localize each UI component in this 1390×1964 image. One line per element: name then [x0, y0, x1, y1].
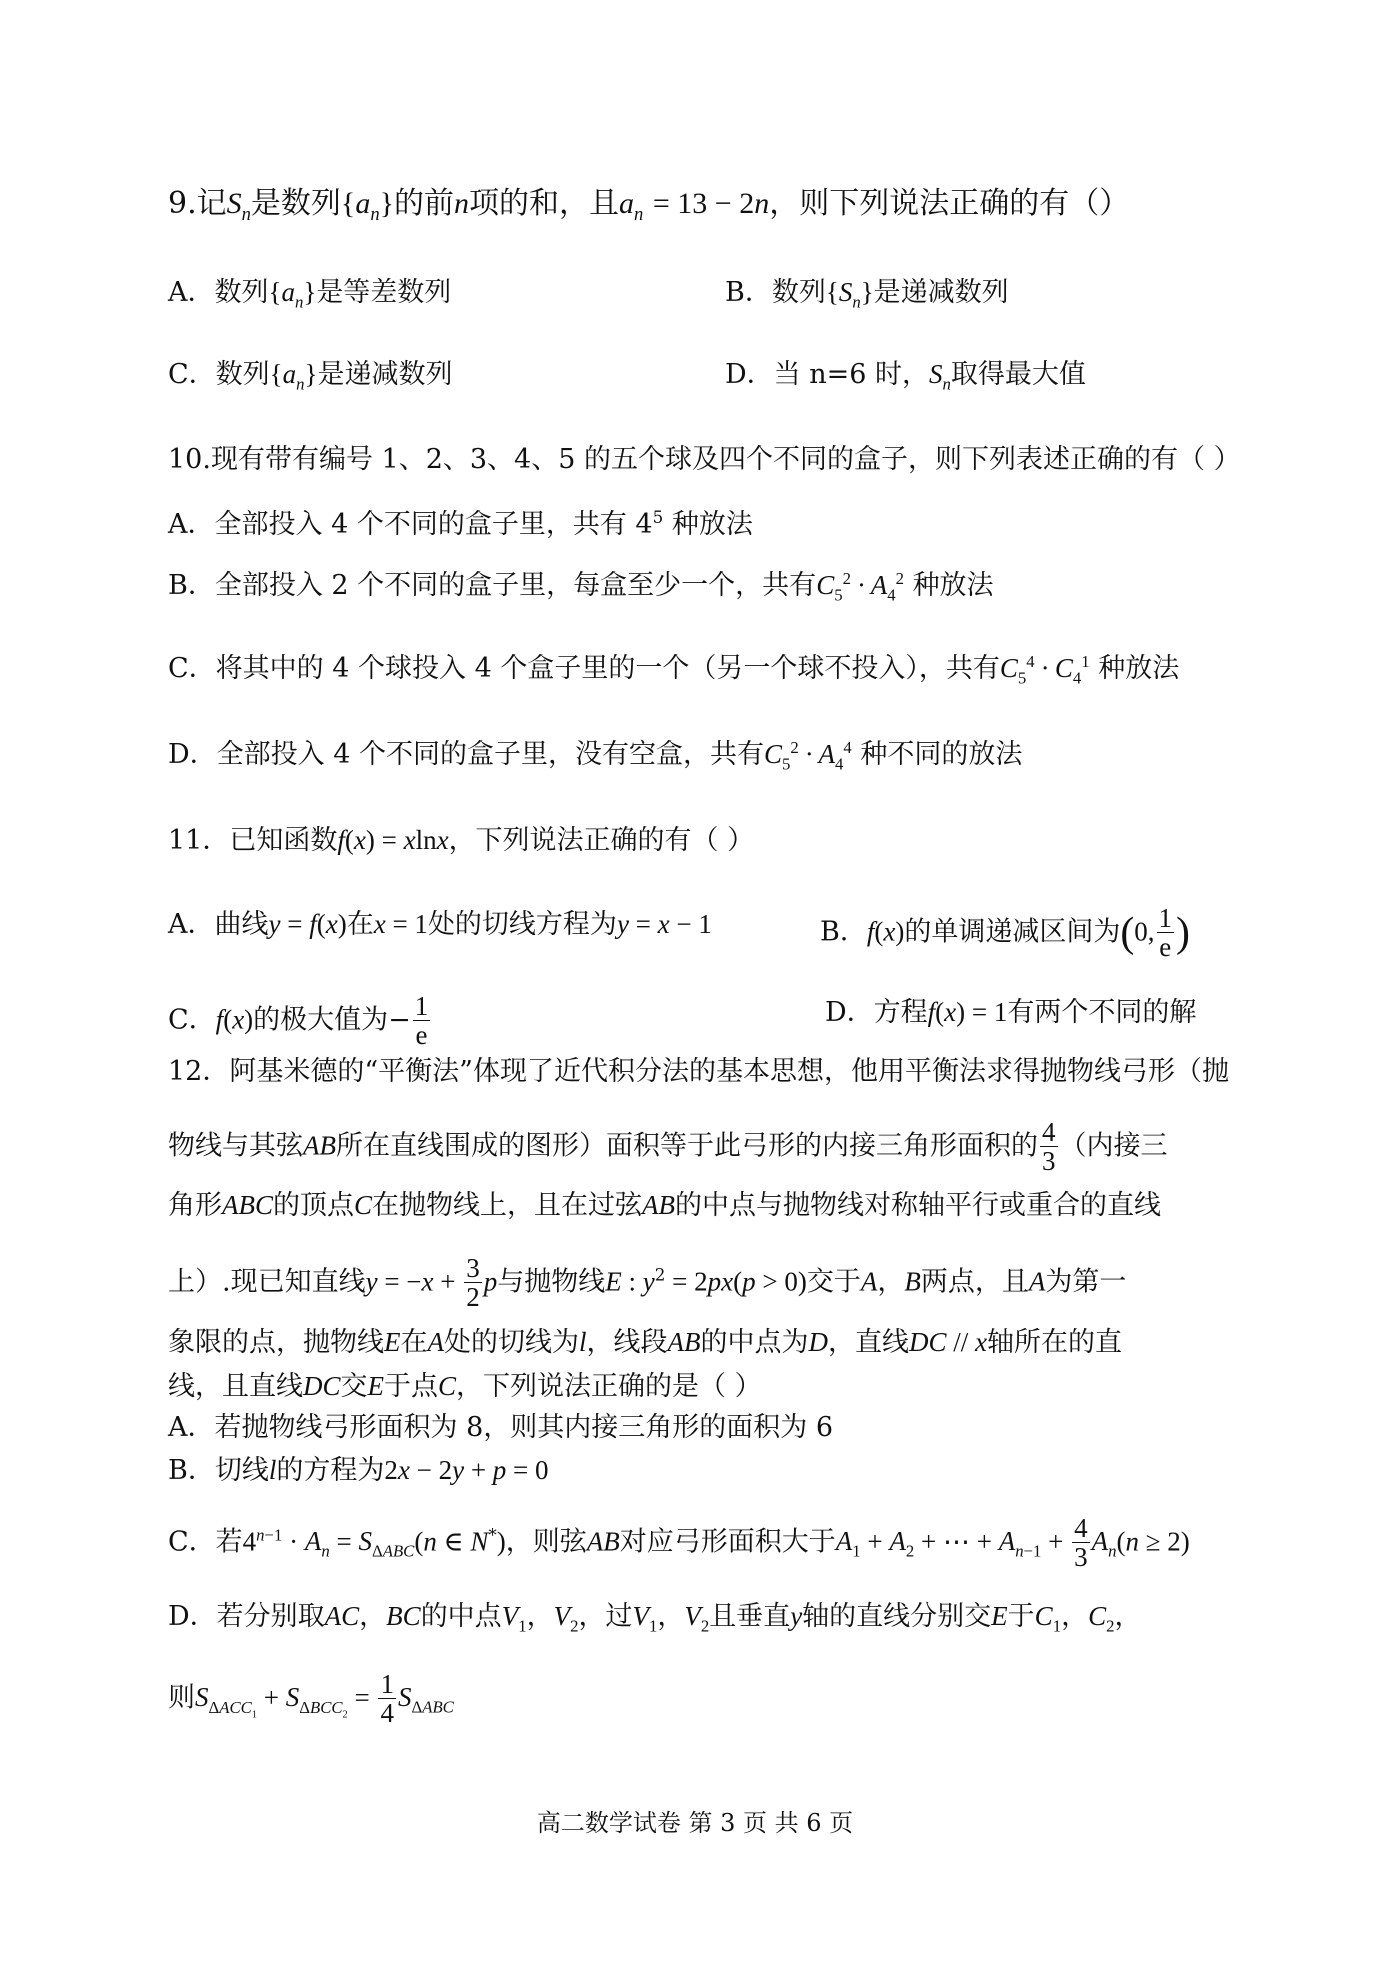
q12-option-a: A．若抛物线弓形面积为 8，则其内接三角形的面积为 6: [168, 1412, 834, 1443]
q12-stem-line-2: 物线与其弦AB所在直线围成的图形）面积等于此弓形的内接三角形面积的 $\frac{4}{3}$ （内接三: [168, 1117, 1168, 1177]
q11-option-b: B．f(x)的单调递减区间为(0, $\frac{1}{e}$ ): [820, 903, 1190, 963]
q10-option-b: B．全部投入 2 个不同的盒子里，每盒至少一个，共有$C_5^2 \cdot A_4^2$ 种放法: [168, 569, 994, 605]
q12-option-c: C．若$4^{n-1} \cdot A_n = S_{\Delta ABC}(n$ ∈ N*)，则弦AB对应弓形面积大于$A_1 + A_2$ + ⋯ + $A_{n-1}$ + $\frac{4}{3}$ $A_n(n \ge 2)$: [168, 1513, 1190, 1573]
q9-stem: 9.记$S_n$是数列$\{a_n\}$的前n项的和，且$a_n = 13 - 2n$，则下列说法正确的有（）: [168, 186, 1130, 225]
q10-option-d: D．全部投入 4 个不同的盒子里，没有空盒，共有$C_5^2 \cdot A_4^4$ 种不同的放法: [168, 738, 1023, 774]
q12-option-b: B．切线l的方程为2x − 2y + p = 0: [168, 1455, 549, 1486]
q10-option-c: C．将其中的 4 个球投入 4 个盒子里的一个（另一个球不投入），共有$C_5^4 \cdot C_4^1$ 种放法: [168, 652, 1180, 688]
q10-stem: 10.现有带有编号 1、2、3、4、5 的五个球及四个不同的盒子，则下列表述正确的有（ ）: [168, 444, 1241, 475]
q12-stem-line-1: 12．阿基米德的“平衡法”体现了近代积分法的基本思想，他用平衡法求得抛物线弓形（抛: [168, 1056, 1229, 1087]
q12-stem-line-5: 象限的点，抛物线E在A处的切线为l，线段AB的中点为D，直线DC // x轴所在的直: [168, 1327, 1123, 1358]
page-footer: 高二数学试卷 第 3 页 共 6 页: [536, 1809, 854, 1837]
q12-option-d: D．若分别取AC，BC的中点$V_1$，$V_2$，过$V_1$，$V_2$且垂直y轴的直线分别交E于$C_1$，$C_2$，: [168, 1601, 1142, 1636]
q11-option-a: A．曲线y = f(x)在x = 1处的切线方程为y = x − 1: [168, 909, 712, 940]
q11-option-d: D．方程f(x) = 1有两个不同的解: [825, 997, 1197, 1028]
q12-option-d-continued: 则$S_{\Delta ACC_1} + S_{\Delta BCC_2}$ = $\frac{1}{4}$ $S_{\Delta ABC}$: [168, 1669, 454, 1729]
q11-option-c: C．f(x)的极大值为− $\frac{1}{e}$: [168, 991, 429, 1051]
q12-stem-line-6: 线，且直线DC交E于点C，下列说法正确的是（ ）: [168, 1371, 762, 1402]
q10-option-a: A．全部投入 4 个不同的盒子里，共有 $4^5$ 种放法: [168, 507, 753, 540]
q12-stem-line-4: 上）.现已知直线y = −x + $\frac{3}{2}$ p与抛物线E : $y^2 = 2px(p > 0)$交于A，B两点，且A为第一: [168, 1253, 1127, 1313]
q9-option-a: A．数列$\{a_n\}$是等差数列: [168, 277, 452, 312]
q9-option-b: B．数列$\{S_n\}$是递减数列: [725, 277, 1009, 312]
q12-stem-line-3: 角形ABC的顶点C在抛物线上，且在过弦AB的中点与抛物线对称轴平行或重合的直线: [168, 1190, 1162, 1221]
q11-stem: 11．已知函数f(x) = xlnx，下列说法正确的有（ ）: [168, 825, 755, 856]
q9-option-c: C．数列$\{a_n\}$是递减数列: [168, 359, 453, 394]
q9-option-d: D．当 n=6 时，$S_n$取得最大值: [725, 359, 1086, 394]
